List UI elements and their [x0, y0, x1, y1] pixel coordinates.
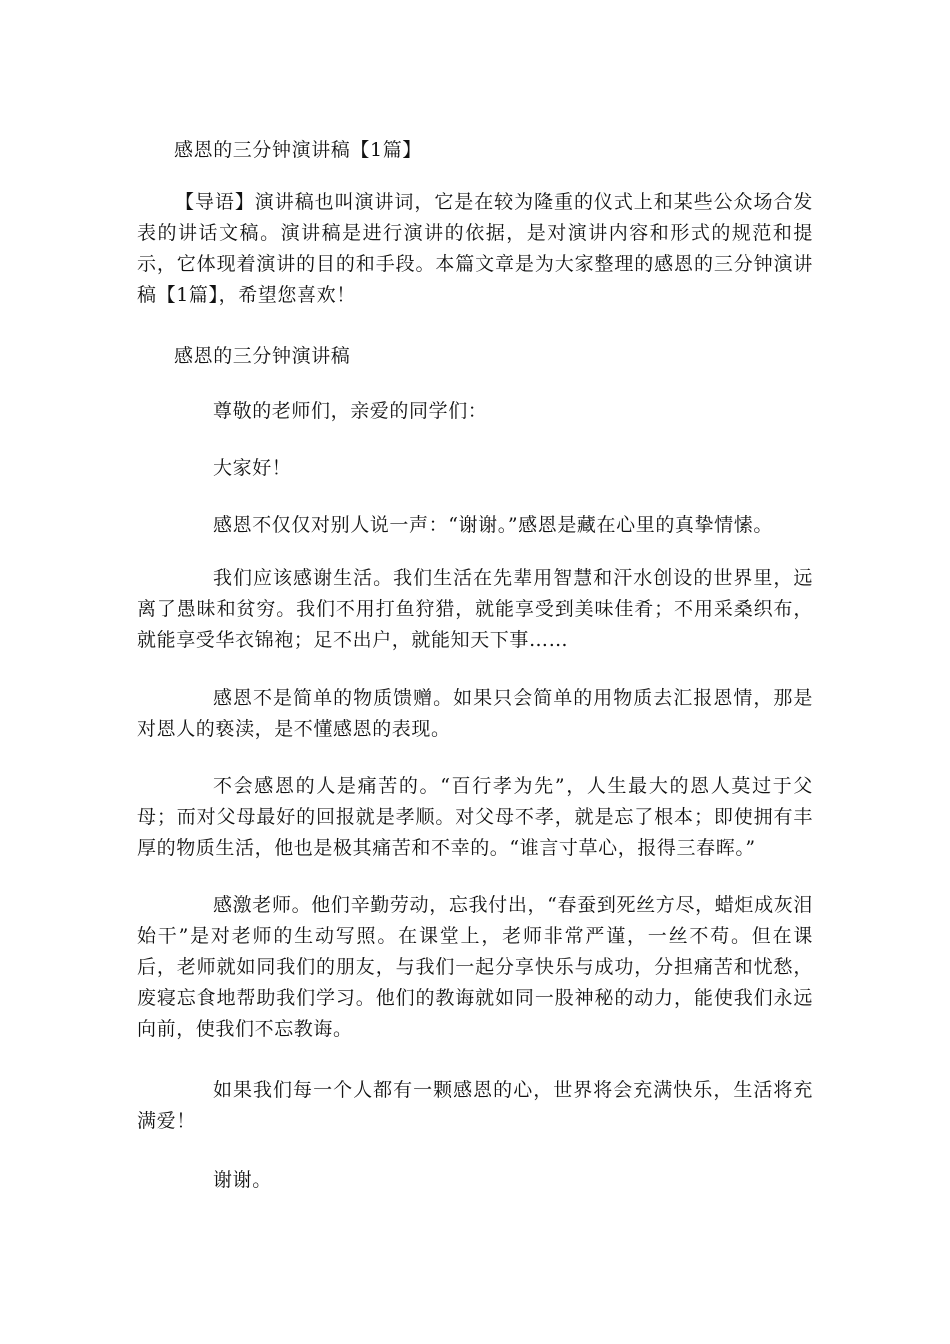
salutation-paragraph: 尊敬的老师们，亲爱的同学们：: [213, 400, 488, 422]
document-title: 感恩的三分钟演讲稿【1篇】: [174, 139, 422, 161]
speech-heading: 感恩的三分钟演讲稿: [174, 345, 351, 367]
body-paragraph: 感恩不仅仅对别人说一声：“谢谢。”感恩是藏在心里的真挚情愫。: [213, 514, 773, 536]
body-paragraph: 不会感恩的人是痛苦的。“百行孝为先”，人生最大的恩人莫过于父母；而对父母最好的回报就是孝顺。对父母不孝，就是忘了根本；即使拥有丰厚的物质生活，他也是极其痛苦和不幸的。“谁言寸草心，报得三春晖。”: [137, 775, 813, 859]
body-paragraph: 我们应该感谢生活。我们生活在先辈用智慧和汗水创设的世界里，远离了愚昧和贫穷。我们不用打鱼狩猎，就能享受到美味佳肴；不用采桑织布，就能享受华衣锦袍；足不出户，就能知天下事……: [137, 567, 813, 651]
intro-paragraph: 【导语】演讲稿也叫演讲词，它是在较为隆重的仪式上和某些公众场合发表的讲话文稿。演讲稿是进行演讲的依据，是对演讲内容和形式的规范和提示，它体现着演讲的目的和手段。本篇文章是为大家整理的感恩的三分钟演讲稿【1篇】，希望您喜欢！: [137, 191, 813, 306]
body-paragraph: 感恩不是简单的物质馈赠。如果只会简单的用物质去汇报恩情，那是对恩人的亵渎，是不懂感恩的表现。: [137, 687, 813, 740]
body-paragraph: 感激老师。他们辛勤劳动，忘我付出，“春蚕到死丝方尽，蜡炬成灰泪始干”是对老师的生动写照。在课堂上，老师非常严谨，一丝不苟。但在课后，老师就如同我们的朋友，与我们一起分享快乐与成功，分担痛苦和忧愁，废寝忘食地帮助我们学习。他们的教诲就如同一股神秘的动力，能使我们永远向前，使我们不忘教诲。: [137, 894, 813, 1040]
greeting-paragraph: 大家好！: [213, 457, 292, 479]
closing-paragraph: 谢谢。: [213, 1169, 272, 1191]
body-paragraph: 如果我们每一个人都有一颗感恩的心，世界将会充满快乐，生活将充满爱！: [137, 1079, 813, 1132]
